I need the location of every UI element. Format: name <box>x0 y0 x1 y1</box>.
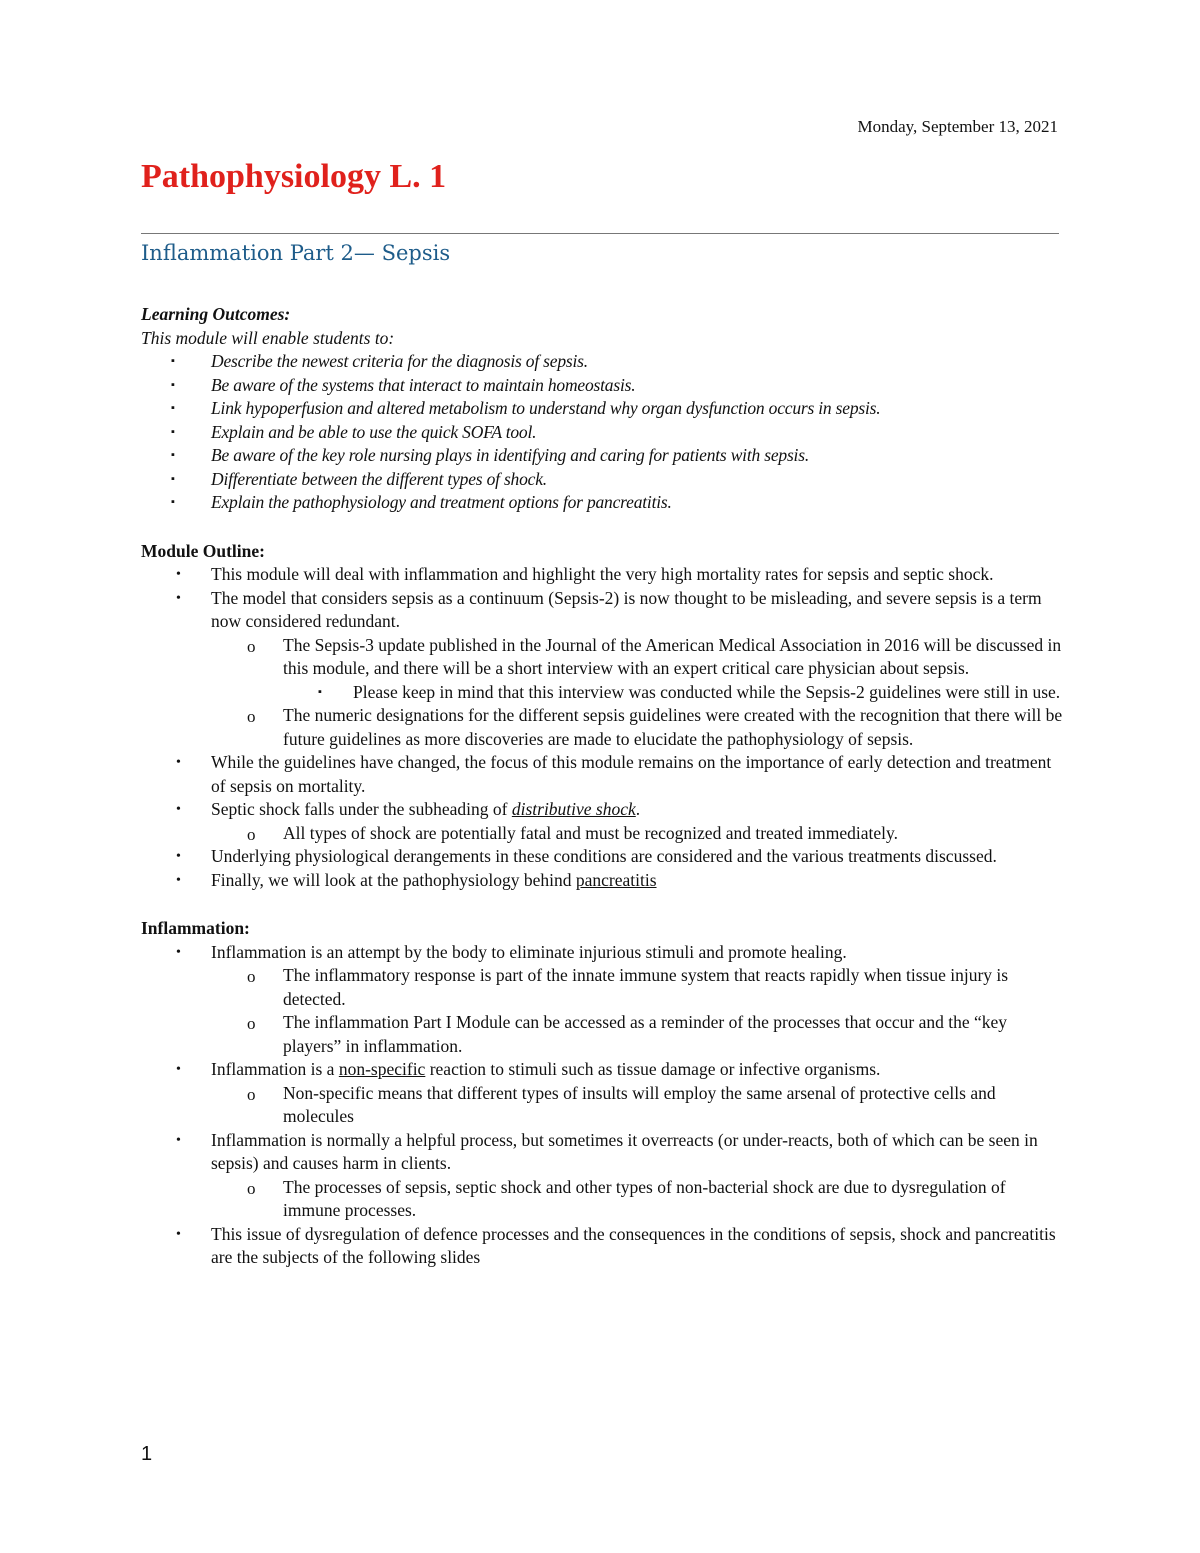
learning-outcomes-section <box>141 303 1066 515</box>
square-bullet-icon: ▪ <box>171 355 175 367</box>
list-item: • Finally, we will look at the pathophysiology behind pancreatitis <box>141 869 1066 893</box>
bullet-icon: • <box>176 849 181 864</box>
learning-outcome-item: ▪ Link hypoperfusion and altered metabolism to understand why organ dysfunction occurs in sepsis. <box>141 397 1066 421</box>
document-title: Pathophysiology L. 1 <box>141 158 447 195</box>
module-outline-heading: Module Outline: <box>141 540 265 561</box>
bullet-icon: • <box>176 590 181 606</box>
learning-outcome-item: ▪ Explain the pathophysiology and treatment options for pancreatitis. <box>141 491 1066 515</box>
pancreatitis-link[interactable]: pancreatitis <box>575 869 657 890</box>
sub-list-item: o The inflammatory response is part of the innate immune system that reacts rapidly when tissue injury is detected. <box>247 965 1009 1009</box>
learning-outcome-item: ▪ Be aware of the systems that interact to maintain homeostasis. <box>141 374 1066 398</box>
inflammation-heading: Inflammation: <box>141 918 250 938</box>
module-outline-list <box>141 563 1066 892</box>
bullet-icon: • <box>176 1062 181 1077</box>
circle-bullet-icon: o <box>247 824 256 844</box>
learning-outcomes-heading: Learning Outcomes: <box>141 304 291 324</box>
sub-list-item: o The inflammation Part I Module can be accessed as a reminder of the processes that occur and the “key players” in inflammation. <box>247 1012 1008 1056</box>
document-body <box>141 303 1066 1270</box>
bullet-icon: • <box>176 1132 181 1148</box>
list-item: • Inflammation is an attempt by the body to eliminate injurious stimuli and promote healing. o The inflammatory response is part of the innate immune system that reacts rapidly when tissue injury is detected. o The inflammation Part I Module can be accessed as a reminder of the processes that occur and the “key players” in inflammation. <box>141 941 1066 1059</box>
non-specific-link[interactable]: non-specific <box>338 1059 426 1079</box>
learning-outcome-item: ▪ Be aware of the key role nursing plays in identifying and caring for patients with sepsis. <box>141 444 1066 468</box>
circle-bullet-icon: o <box>247 967 256 986</box>
title-divider <box>141 233 1059 234</box>
learning-outcomes-intro: This module will enable students to: <box>141 327 395 348</box>
learning-outcome-item: ▪ Explain and be able to use the quick SOFA tool. <box>141 421 1066 445</box>
circle-bullet-icon: o <box>247 636 256 656</box>
bullet-icon: • <box>176 944 181 960</box>
distributive-shock-link[interactable]: distributive shock <box>511 799 636 819</box>
inflammation-list <box>141 941 1066 1270</box>
list-item: • Underlying physiological derangements in these conditions are considered and the various treatments discussed. <box>141 845 1066 869</box>
list-item: • Inflammation is normally a helpful process, but sometimes it overreacts (or under-reacts, both of which can be seen in sepsis) and causes harm in clients. o The processes of sepsis, septic shock and other types of non-bacterial shock are due to dysregulation of immune processes. <box>141 1129 1066 1223</box>
learning-outcomes-list <box>141 350 1066 515</box>
circle-bullet-icon: o <box>247 1178 256 1198</box>
square-bullet-icon: ▪ <box>171 378 175 391</box>
square-bullet-icon: ▪ <box>171 449 175 461</box>
bullet-icon: • <box>176 755 181 770</box>
learning-outcome-item: ▪ Describe the newest criteria for the diagnosis of sepsis. <box>141 350 1066 374</box>
page-number: 1 <box>141 1443 153 1465</box>
list-item: • This issue of dysregulation of defence processes and the consequences in the conditions of sepsis, shock and pancreatitis are the subjects of the following slides <box>176 1223 1056 1267</box>
bullet-icon: • <box>176 567 181 582</box>
inflammation-section <box>141 917 1066 1270</box>
learning-outcome-item: ▪ Differentiate between the different types of shock. <box>141 468 1066 492</box>
sub-list-item: o The processes of sepsis, septic shock and other types of non-bacterial shock are due to dysregulation of immune processes. <box>247 1176 1006 1220</box>
document-subtitle: Inflammation Part 2— Sepsis <box>141 241 451 265</box>
list-item: • Septic shock falls under the subheading of distributive shock. o All types of shock are potentially fatal and must be recognized and treated immediately. <box>141 798 1066 845</box>
square-bullet-icon: ▪ <box>318 685 322 698</box>
square-bullet-icon: ▪ <box>171 425 175 438</box>
circle-bullet-icon: o <box>247 1014 256 1033</box>
bullet-icon: • <box>176 1226 181 1242</box>
list-item: • While the guidelines have changed, the focus of this module remains on the importance of early detection and treatment of sepsis on mortality. <box>176 752 1052 796</box>
sub-sub-list-item: ▪ Please keep in mind that this interview was conducted while the Sepsis-2 guidelines were still in use. <box>141 681 1066 705</box>
document-date: Monday, September 13, 2021 <box>857 117 1058 136</box>
square-bullet-icon: ▪ <box>171 402 175 414</box>
sub-list-item: o The Sepsis-3 update published in the Journal of the American Medical Association in 2016 will be discussed in this module, and there will be a short interview with an expert critical care physician about sepsis. ▪ Please keep in mind that this interview was conducted while the Sepsis-2 guidelines were still in use. <box>141 634 1066 705</box>
module-outline-section <box>141 540 1066 893</box>
sub-list-item: o Non-specific means that different types of insults will employ the same arsenal of protective cells and molecules <box>247 1082 996 1126</box>
list-item: • Inflammation is a non-specific reaction to stimuli such as tissue damage or infective organisms. o Non-specific means that different types of insults will employ the same arsenal of protective cells and molecules <box>141 1058 1066 1129</box>
list-item: • The model that considers sepsis as a continuum (Sepsis-2) is now thought to be misleading, and severe sepsis is a term now considered redundant. o The Sepsis-3 update published in the Journal of the American Medical Association in 2016 will be discussed in this module, and there will be a short interview with an expert critical care physician about sepsis. ▪ Please keep in mind that this interview was conducted while the Sepsis-2 guidelines were still in use. o The numeric designations for the different sepsis guidelines were created with the recognition that there will be future guidelines as more discoveries are made to elucidate the pathophysiology of sepsis. <box>141 587 1066 752</box>
bullet-icon: • <box>176 872 181 888</box>
bullet-icon: • <box>176 802 181 817</box>
square-bullet-icon: ▪ <box>171 472 175 485</box>
list-item: • This module will deal with inflammation and highlight the very high mortality rates for sepsis and septic shock. <box>141 563 1066 587</box>
circle-bullet-icon: o <box>247 707 256 726</box>
sub-list-item: o The numeric designations for the different sepsis guidelines were created with the recognition that there will be future guidelines as more discoveries are made to elucidate the pathophysiology of sepsis. <box>247 705 1063 749</box>
sub-list-item: o All types of shock are potentially fatal and must be recognized and treated immediately. <box>141 822 1066 846</box>
circle-bullet-icon: o <box>247 1084 256 1104</box>
square-bullet-icon: ▪ <box>171 496 175 508</box>
